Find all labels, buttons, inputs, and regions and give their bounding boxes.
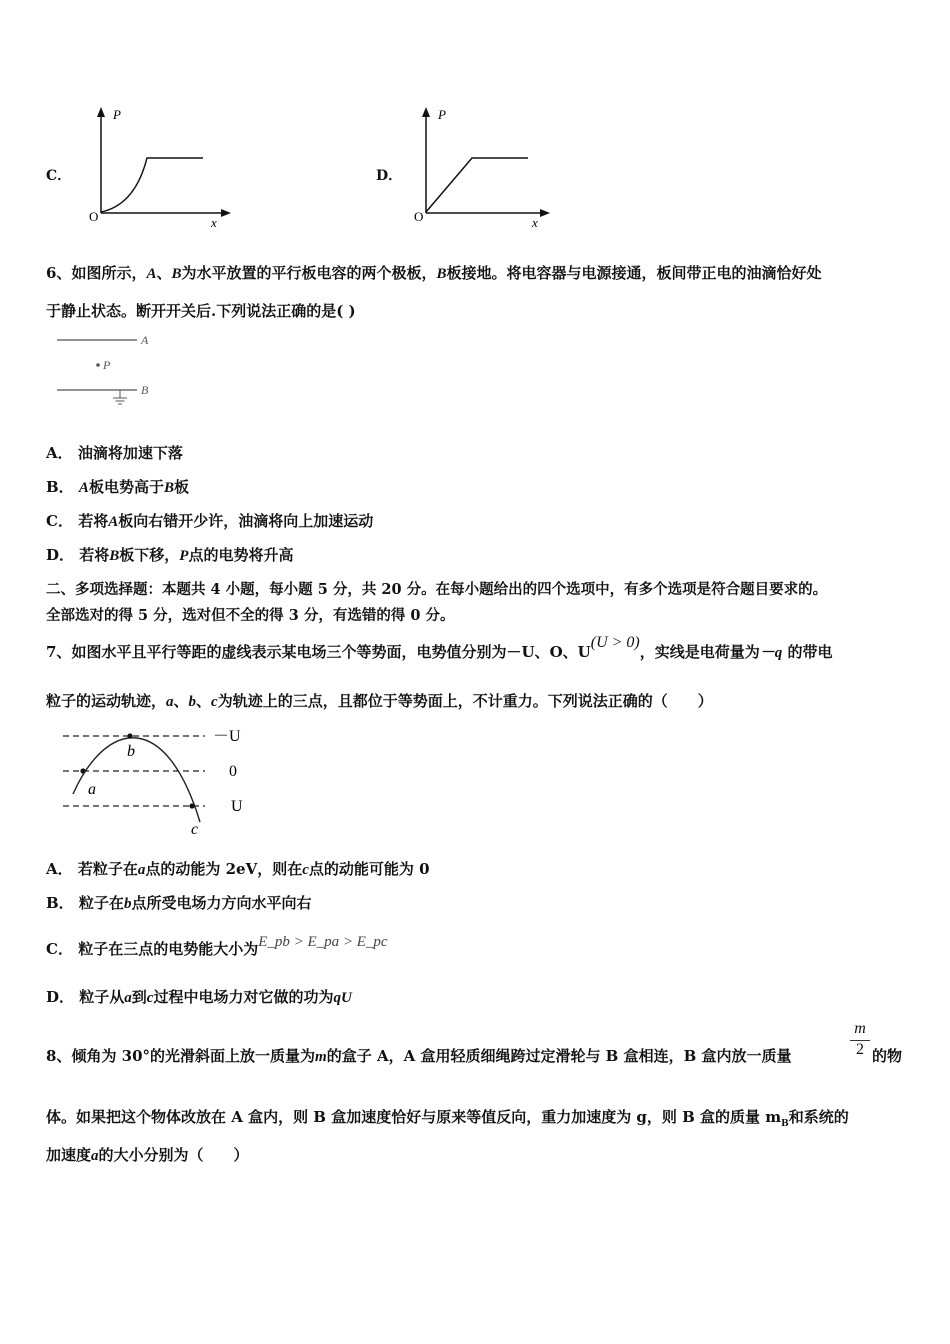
q7-line2: 粒子的运动轨迹，a、b、c为轨迹上的三点，且都位于等势面上，不计重力。下列说法正确的（ ）: [46, 692, 713, 710]
graph-d-x-arrow: [540, 209, 550, 217]
graph-d: [410, 105, 560, 230]
graph-c-y-arrow: [97, 107, 105, 117]
plate-b-label: B: [141, 383, 149, 397]
q7-option-d[interactable]: D． 粒子从a到c过程中电场力对它做的功为qU: [46, 988, 352, 1006]
q7-field-figure: [55, 722, 260, 840]
graph-d-line: [426, 158, 528, 212]
point-p: [96, 363, 100, 367]
q6-line1: 6、如图所示，A、B为水平放置的平行板电容的两个极板，B板接地。将电容器与电源接通，板间带正电的油滴恰好处: [46, 264, 822, 282]
section2-line2: 全部选对的得 5 分，选对但不全的得 3 分，有选错的得 0 分。: [46, 607, 455, 624]
q8-line2: 体。如果把这个物体改放在 A 盒内，则 B 盒加速度恰好与原来等值反向，重力加速度为 g，则 B 盒的质量 $m_B$和系统的: [46, 1108, 849, 1129]
q6-option-a[interactable]: A． 油滴将加速下落: [46, 444, 183, 462]
q8-line1-end: 的物: [872, 1047, 903, 1065]
q6-option-c[interactable]: C． 若将A板向右错开少许，油滴将向上加速运动: [46, 512, 374, 530]
potential-mid-label: 0: [229, 763, 237, 780]
q6-option-b[interactable]: B． A板电势高于B板: [46, 478, 189, 496]
q6-option-d[interactable]: D． 若将B板下移，P点的电势将升高: [46, 546, 294, 564]
graph-d-y-arrow: [422, 107, 430, 117]
graph-c: [85, 105, 235, 230]
point-p-label: P: [103, 358, 111, 372]
point-a-label: a: [88, 781, 96, 798]
point-b: [127, 733, 132, 738]
q6-line2: 于静止状态。断开开关后.下列说法正确的是( ): [46, 302, 356, 320]
q7-condition: (U > 0): [590, 634, 640, 651]
q7-option-b[interactable]: B． 粒子在b点所受电场力方向水平向右: [46, 894, 312, 912]
plate-a-label: A: [141, 333, 149, 347]
graph-c-curve: [101, 158, 203, 212]
point-b-label: b: [127, 743, 135, 760]
point-a: [80, 768, 85, 773]
q7-option-c[interactable]: C． 粒子在三点的电势能大小为E_pb > E_pa > E_pc: [46, 934, 388, 958]
q7-line1: 7、如图水平且平行等距的虚线表示某电场三个等势面，电势值分别为－U、O、U(U > 0)，实线是电荷量为－q 的带电: [46, 634, 833, 661]
potential-bottom-label: U: [231, 798, 243, 815]
potential-top-label: －U: [213, 728, 241, 745]
graph-c-x-arrow: [221, 209, 231, 217]
q8-line3: 加速度a的大小分别为（ ）: [46, 1146, 249, 1164]
q7-energy-inequality: E_pb > E_pa > E_pc: [258, 934, 388, 950]
option-d-label: D．: [376, 168, 403, 184]
q8-fraction-denominator: 2: [850, 1040, 870, 1059]
trajectory: [73, 738, 200, 822]
graph-c-x-label: x: [211, 215, 217, 230]
q8-fraction-numerator: m: [854, 1020, 866, 1037]
q8-line1: 8、倾角为 30°的光滑斜面上放一质量为m的盒子 A，A 盒用轻质细绳跨过定滑轮与 B 盒相连，B 盒内放一质量: [46, 1047, 792, 1065]
option-c-label: C．: [46, 168, 72, 184]
graph-d-origin: O: [414, 209, 424, 224]
point-c: [189, 803, 194, 808]
graph-d-y-label: P: [438, 107, 446, 122]
graph-d-x-label: x: [532, 215, 538, 230]
q6-capacitor-figure: [55, 328, 165, 410]
graph-c-y-label: P: [113, 107, 121, 122]
q8-fraction: [850, 1020, 870, 1059]
graph-c-origin: O: [89, 209, 99, 224]
point-c-label: c: [191, 821, 199, 838]
q7-option-a[interactable]: A． 若粒子在a点的动能为 2eV，则在c点的动能可能为 0: [46, 860, 430, 878]
section2-line1: 二、多项选择题：本题共 4 小题，每小题 5 分，共 20 分。在每小题给出的四个选项中，有多个选项是符合题目要求的。: [46, 581, 828, 598]
